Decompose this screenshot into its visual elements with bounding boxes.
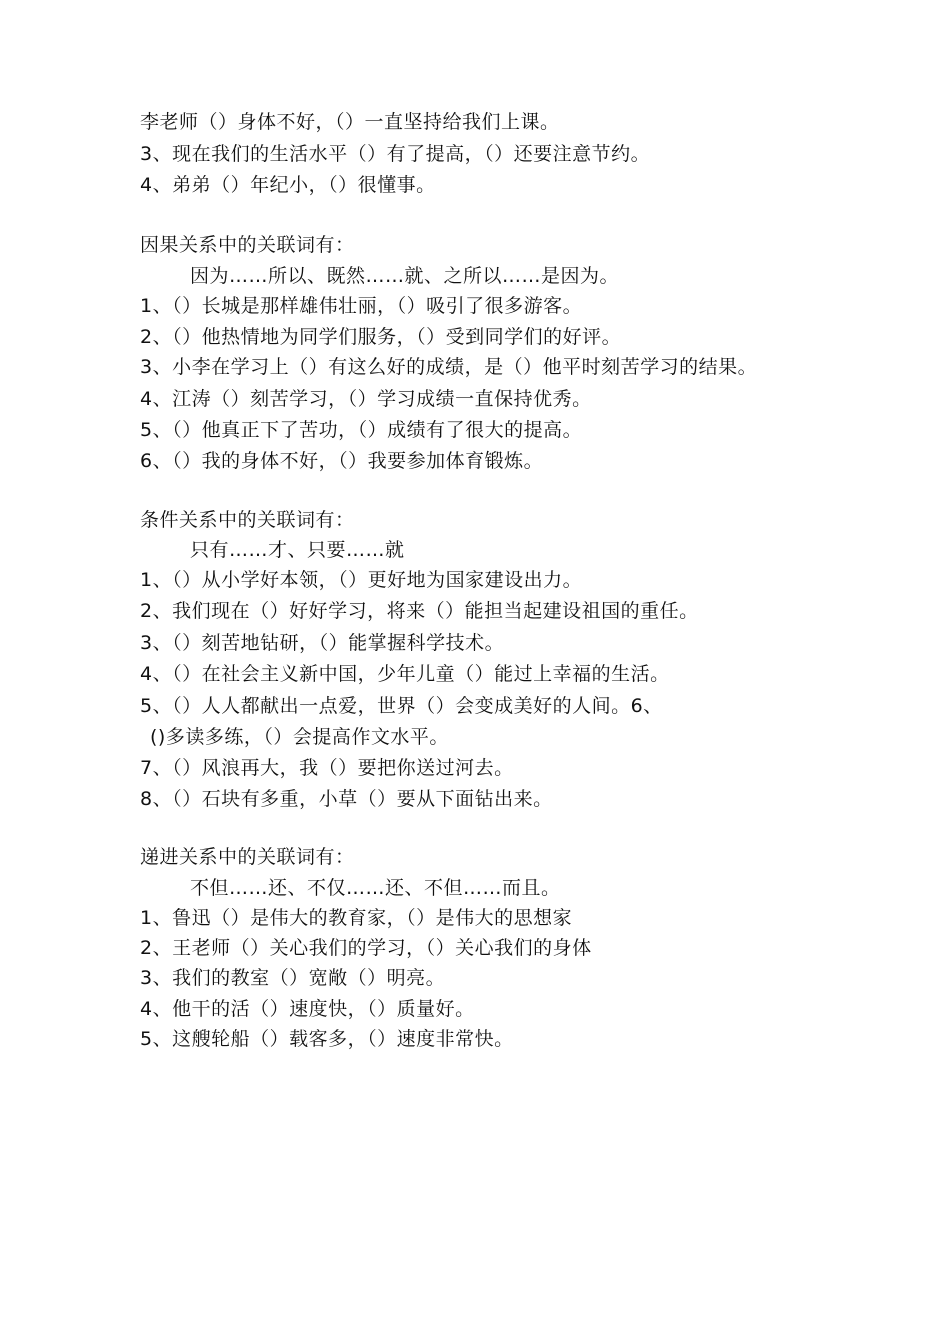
intro-line: 3、现在我们的生活水平（）有了提高，（）还要注意节约。 <box>140 143 651 165</box>
intro-line: 4、弟弟（）年纪小，（）很懂事。 <box>140 174 436 196</box>
causal-item: 4、江涛（）刻苦学习，（）学习成绩一直保持优秀。 <box>140 388 592 410</box>
conditional-item: 1、（）从小学好本领，（）更好地为国家建设出力。 <box>140 569 583 591</box>
progressive-words: 不但……还、不仅……还、不但……而且。 <box>190 877 561 899</box>
progressive-item: 1、鲁迅（）是伟大的教育家，（）是伟大的思想家 <box>140 907 573 929</box>
conditional-item: 5、（）人人都献出一点爱，世界（）会变成美好的人间。6、 <box>140 695 663 717</box>
progressive-item: 2、王老师（）关心我们的学习，（）关心我们的身体 <box>140 937 592 959</box>
intro-line: 李老师（）身体不好，（）一直坚持给我们上课。 <box>140 111 560 133</box>
causal-item: 5、（）他真正下了苦功，（）成绩有了很大的提高。 <box>140 419 583 441</box>
causal-heading: 因果关系中的关联词有： <box>140 234 355 256</box>
causal-item: 1、（）长城是那样雄伟壮丽，（）吸引了很多游客。 <box>140 295 583 317</box>
conditional-heading: 条件关系中的关联词有： <box>140 509 355 531</box>
conditional-item: 7、（）风浪再大，我（）要把你送过河去。 <box>140 757 514 779</box>
conditional-item: ()多读多练，（）会提高作文水平。 <box>150 726 449 748</box>
progressive-item: 5、这艘轮船（）载客多，（）速度非常快。 <box>140 1028 514 1050</box>
progressive-item: 4、他干的活（）速度快，（）质量好。 <box>140 998 475 1020</box>
progressive-item: 3、我们的教室（）宽敞（）明亮。 <box>140 967 446 989</box>
causal-item: 6、（）我的身体不好，（）我要参加体育锻炼。 <box>140 450 544 472</box>
causal-item: 2、（）他热情地为同学们服务，（）受到同学们的好评。 <box>140 326 622 348</box>
causal-item: 3、小李在学习上（）有这么好的成绩，是（）他平时刻苦学习的结果。 <box>140 356 758 378</box>
progressive-heading: 递进关系中的关联词有： <box>140 846 355 868</box>
causal-words: 因为……所以、既然……就、之所以……是因为。 <box>190 265 620 287</box>
conditional-item: 8、（）石块有多重，小草（）要从下面钻出来。 <box>140 788 553 810</box>
conditional-item: 3、（）刻苦地钻研，（）能掌握科学技术。 <box>140 632 505 654</box>
conditional-item: 2、我们现在（）好好学习，将来（）能担当起建设祖国的重任。 <box>140 600 699 622</box>
conditional-words: 只有……才、只要……就 <box>190 539 405 561</box>
conditional-item: 4、（）在社会主义新中国，少年儿童（）能过上幸福的生活。 <box>140 663 670 685</box>
